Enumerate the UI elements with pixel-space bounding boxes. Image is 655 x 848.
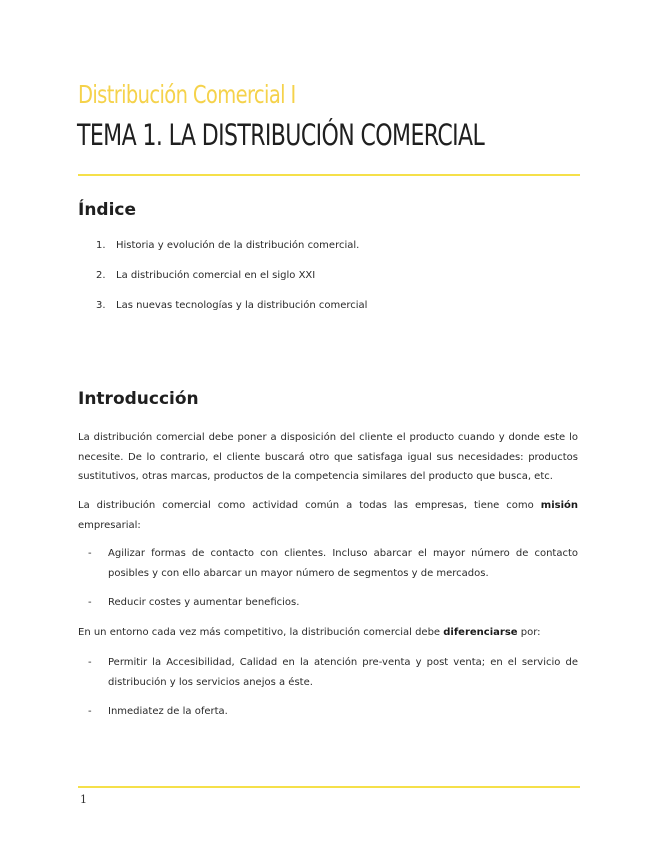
bullet-text: Permitir la Accesibilidad, Calidad en la atención pre-venta y post venta; en el servicio de distribución y los servicios anejos a éste. bbox=[108, 657, 578, 688]
intro-paragraph-1: La distribución comercial debe poner a disposición del cliente el producto cuando y donde este lo necesite. De lo contrario, el cliente buscará otro que satisfaga igual sus necesidades: productos sustitutivos, otras marcas, productos de la competencia similares del producto que busca, etc. bbox=[78, 432, 578, 482]
intro-paragraph-2 bbox=[78, 496, 578, 535]
bullet-text: Inmediatez de la oferta. bbox=[108, 706, 228, 717]
page-title: TEMA 1. LA DISTRIBUCIÓN COMERCIAL bbox=[77, 118, 485, 152]
intro-heading: Introducción bbox=[78, 389, 199, 409]
paragraph-text: empresarial: bbox=[78, 519, 141, 531]
paragraph-text: La distribución comercial como actividad común a todas las empresas, tiene como bbox=[78, 500, 541, 511]
index-heading: Índice bbox=[78, 200, 137, 220]
bullet-dash: - bbox=[88, 597, 92, 608]
mission-bullet-2 bbox=[88, 593, 578, 613]
index-item-number: 3. bbox=[96, 300, 106, 311]
differentiation-bullet-1 bbox=[88, 653, 578, 692]
paragraph-text: En un entorno cada vez más competitivo, la distribución comercial debe bbox=[78, 627, 444, 638]
page-number: 1 bbox=[80, 793, 87, 806]
subject-title: Distribución Comercial I bbox=[78, 80, 296, 109]
bullet-dash: - bbox=[88, 548, 92, 559]
header-rule bbox=[78, 174, 580, 176]
mission-bullet-1 bbox=[88, 544, 578, 583]
intro-paragraph-3 bbox=[78, 623, 578, 643]
bullet-dash: - bbox=[88, 706, 92, 717]
index-item-text: La distribución comercial en el siglo XXI bbox=[116, 270, 316, 281]
index-item-number: 2. bbox=[96, 270, 106, 281]
index-item-text: Las nuevas tecnologías y la distribución comercial bbox=[116, 300, 368, 311]
index-item-1[interactable] bbox=[96, 240, 359, 251]
index-item-number: 1. bbox=[96, 240, 106, 251]
emphasis-diferenciarse: diferenciarse bbox=[443, 627, 518, 638]
bullet-dash: - bbox=[88, 657, 92, 668]
differentiation-bullet-2 bbox=[88, 702, 578, 722]
index-item-2[interactable] bbox=[96, 270, 315, 281]
index-item-3[interactable] bbox=[96, 300, 367, 311]
index-item-text: Historia y evolución de la distribución comercial. bbox=[116, 240, 360, 251]
bullet-text: Agilizar formas de contacto con clientes. Incluso abarcar el mayor número de contacto posibles y con ello abarcar un mayor número de segmentos y de mercados. bbox=[108, 548, 578, 579]
bullet-text: Reducir costes y aumentar beneficios. bbox=[108, 597, 300, 608]
footer-rule bbox=[78, 786, 580, 788]
paragraph-text: por: bbox=[517, 627, 541, 638]
emphasis-mision: misión bbox=[540, 500, 578, 511]
